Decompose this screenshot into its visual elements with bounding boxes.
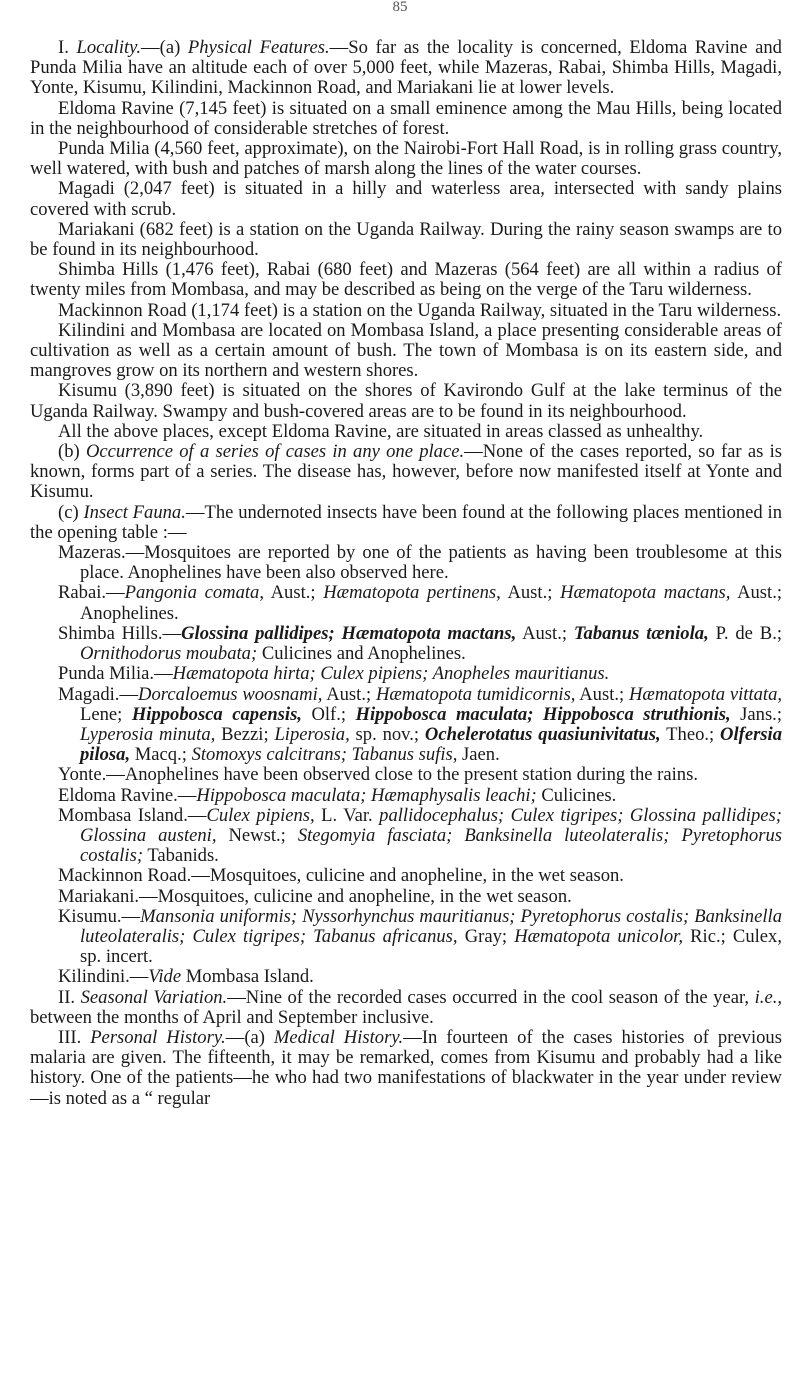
paragraph-eldoma: Eldoma Ravine (7,145 feet) is situated on a small eminence among the Mau Hills, being located in the neighbourhood of considerable stretches of forest. [30,97,782,139]
section-label: III. [58,1026,82,1048]
authority: Olf.; [301,703,356,725]
species-name: Ornithodorus moubata; [80,643,258,665]
paragraph-unhealthy: All the above places, except Eldoma Ravine, are situated in areas classed as unhealthy. [58,420,704,442]
paragraph-text: —The undernoted insects have been found at the following places mentioned in the opening table :— [30,501,782,543]
authority: Culicines. [536,784,617,806]
species-name: Hæmatopota mactans, [560,582,731,604]
species-name: Hæmatopota pertinens, [323,582,501,604]
species-name: Tabanus tæniola, [573,622,709,644]
authority: Aust.; Anophelines. [80,582,783,624]
species-name: Hæmatopota unicolor, [514,925,683,947]
fauna-yonte: Yonte.—Anophelines have been observed close to the present station during the rains. [58,764,698,786]
species-name: Dorcaloemus woosnami, [138,683,323,705]
place-name: Rabai.— [58,582,125,604]
place-name: Kisumu.— [58,905,141,927]
species-name: Stegomyia fasciata; Banksinella luteolateralis; Pyretophorus costalis; [80,824,782,867]
species-name: Hæmatopota vittata, [628,683,783,705]
subsection-mark: (c) [58,501,79,523]
authority: Bezzi; [215,723,275,745]
species-name: Olfersia pilosa, [80,723,783,766]
species-name: pallidocephalus; Culex tigripes; Glossina pallidipes; Glossina austeni, [80,804,782,846]
authority: Ric.; Culex, sp. incert. [80,925,782,968]
species-name: Stomoxys calcitrans; Tabanus sufis, [191,744,458,766]
species-name: Culex pipiens, [206,804,315,826]
paragraph-punda-milia: Punda Milia (4,560 feet, approximate), on the Nairobi-Fort Hall Road, is in rolling grass country, well watered, with bush and patches of marsh along the lines of the water courses. [30,138,782,180]
fauna-kilindini [30,967,782,987]
fauna-mackinnon-road: Mackinnon Road.—Mosquitoes, culicine and anopheline, in the wet season. [58,865,624,887]
subsection-mark: —(a) [141,37,181,58]
species-name: Hippobosca maculata; Hippobosca struthionis, [355,703,731,725]
section-label: II. [58,986,76,1008]
subsection-title: Physical Features. [187,37,330,58]
authority: Lene; [80,703,132,725]
section-label: I. [58,37,69,58]
subsection-mark: —(a) [225,1026,265,1048]
authority: Macq.; [130,744,192,766]
page-number: 85 [392,0,408,15]
paragraph-text: —In fourteen of the cases histories of previous malaria are given. The fifteenth, it may be remarked, comes from Kisumu and probably had a like history. One of the patients—he who had two manifestations of blackwater in the year under review—is noted as a “ regular [30,1026,782,1109]
fauna-shimba-hills [30,624,782,664]
section-locality-physical [30,38,782,99]
place-name: Magadi.— [58,683,139,705]
place-name: Kilindini.— [58,966,149,988]
authority: Jaen. [457,744,500,766]
section-personal-history [30,1028,782,1109]
subsection-title: Occurrence of a series of cases in any one place. [85,441,465,463]
paragraph-text: —Nine of the recorded cases occurred in the cool season of the year, [227,986,755,1008]
section-title: Seasonal Variation. [80,986,228,1008]
section-title: Locality. [76,37,142,58]
species-name: Mansonia uniformis; Nyssorhynchus mauritianus; Pyretophorus costalis; Banksinella luteolateralis; Culex tigripes; Tabanus africanus, [80,905,782,947]
paragraph-mariakani: Mariakani (682 feet) is a station on the Uganda Railway. During the rainy season swamps are to be found in its neighbourhood. [30,218,782,261]
authority: Tabanids. [143,845,219,867]
authority: Theo.; [660,723,721,745]
fauna-mariakani: Mariakani.—Mosquitoes, culicine and anopheline, in the wet season. [58,885,572,907]
species-name: Lyperosia minuta, [80,723,216,745]
paragraph-kisumu: Kisumu (3,890 feet) is situated on the shores of Kavirondo Gulf at the lake terminus of the Uganda Railway. Swampy and bush-covered areas are to be found in its neighbourhood. [30,380,782,422]
abbreviation: i.e., [754,986,782,1008]
body-text [30,38,782,1109]
paragraph-text: —None of the cases reported, so far as is known, forms part of a series. The disease has, however, before now manifested itself at Yonte and Kisumu. [30,441,782,503]
fauna-mombasa-island [30,806,782,867]
section-insect-fauna [30,503,782,543]
subsection-title: Insect Fauna. [83,501,186,523]
fauna-eldoma-ravine [30,786,782,806]
authority: Aust.; [263,582,324,604]
cross-reference: Vide [148,966,182,988]
section-seasonal-variation [30,988,782,1028]
subsection-mark: (b) [58,441,80,463]
authority: Aust.; [500,582,561,604]
authority: Mombasa Island. [181,966,314,988]
paragraph-text: —So far as the locality is concerned, Eldoma Ravine and Punda Milia have an altitude each of over 5,000 feet, while Mazeras, Rabai, Shimba Hills, Magadi, Yonte, Kisumu, Kilindini, Mackinnon Road, and Mariakani lie at lower levels. [30,37,782,99]
authority: Culicines and Anophelines. [257,643,466,665]
section-occurrence [30,442,782,503]
species-name: Pangonia comata, [124,582,264,604]
authority: Gray; [457,925,515,947]
subsection-title: Medical History. [273,1026,404,1048]
fauna-rabai [30,583,782,623]
species-name: Hæmatopota tumidicornis, [375,683,576,705]
paragraph-kilindini: Kilindini and Mombasa are located on Mombasa Island, a place presenting considerable areas of cultivation as well as a certain amount of bush. The town of Mombasa is on its eastern side, and mangroves grow on its northern and western shores. [30,319,782,382]
fauna-magadi [30,685,782,766]
authority: Aust.; [516,622,574,644]
species-name: Hæmatopota hirta; Culex pipiens; Anopheles mauritianus. [172,663,610,685]
place-name: Mombasa Island.— [58,804,207,826]
species-name: Hippobosca maculata; Hæmaphysalis leachi; [196,784,537,806]
paragraph-mackinnon-road: Mackinnon Road (1,174 feet) is a station on the Uganda Railway, situated in the Taru wilderness. [58,299,782,321]
fauna-punda-milia [30,664,782,684]
authority: Aust.; [322,683,376,705]
fauna-kisumu [30,907,782,968]
place-name: Punda Milia.— [58,663,173,685]
authority: Jans.; [730,703,782,725]
place-name: Eldoma Ravine.— [58,784,197,806]
authority: Aust.; [575,683,629,705]
authority: L. Var. [314,804,380,826]
paragraph-text: between the months of April and September inclusive. [30,1006,434,1028]
paragraph-shimba-hills: Shimba Hills (1,476 feet), Rabai (680 feet) and Mazeras (564 feet) are all within a radius of twenty miles from Mombasa, and may be described as being on the verge of the Taru wilderness. [30,259,782,301]
authority: Newst.; [216,824,298,846]
fauna-mazeras: Mazeras.—Mosquitoes are reported by one of the patients as having been troublesome at this place. Anophelines have been also observed here. [58,542,782,584]
species-name: Hippobosca capensis, [131,703,302,725]
species-name: Glossina pallidipes; Hæmatopota mactans, [181,622,517,644]
species-name: Ochelerotatus quasiunivitatus, [424,723,661,745]
section-title: Personal History. [90,1026,226,1048]
authority: sp. nov.; [349,723,425,745]
place-name: Shimba Hills.— [58,622,182,644]
paragraph-magadi: Magadi (2,047 feet) is situated in a hilly and waterless area, intersected with sandy plains covered with scrub. [30,178,782,220]
species-name: Liperosia, [274,723,350,745]
authority: P. de B.; [708,622,783,644]
